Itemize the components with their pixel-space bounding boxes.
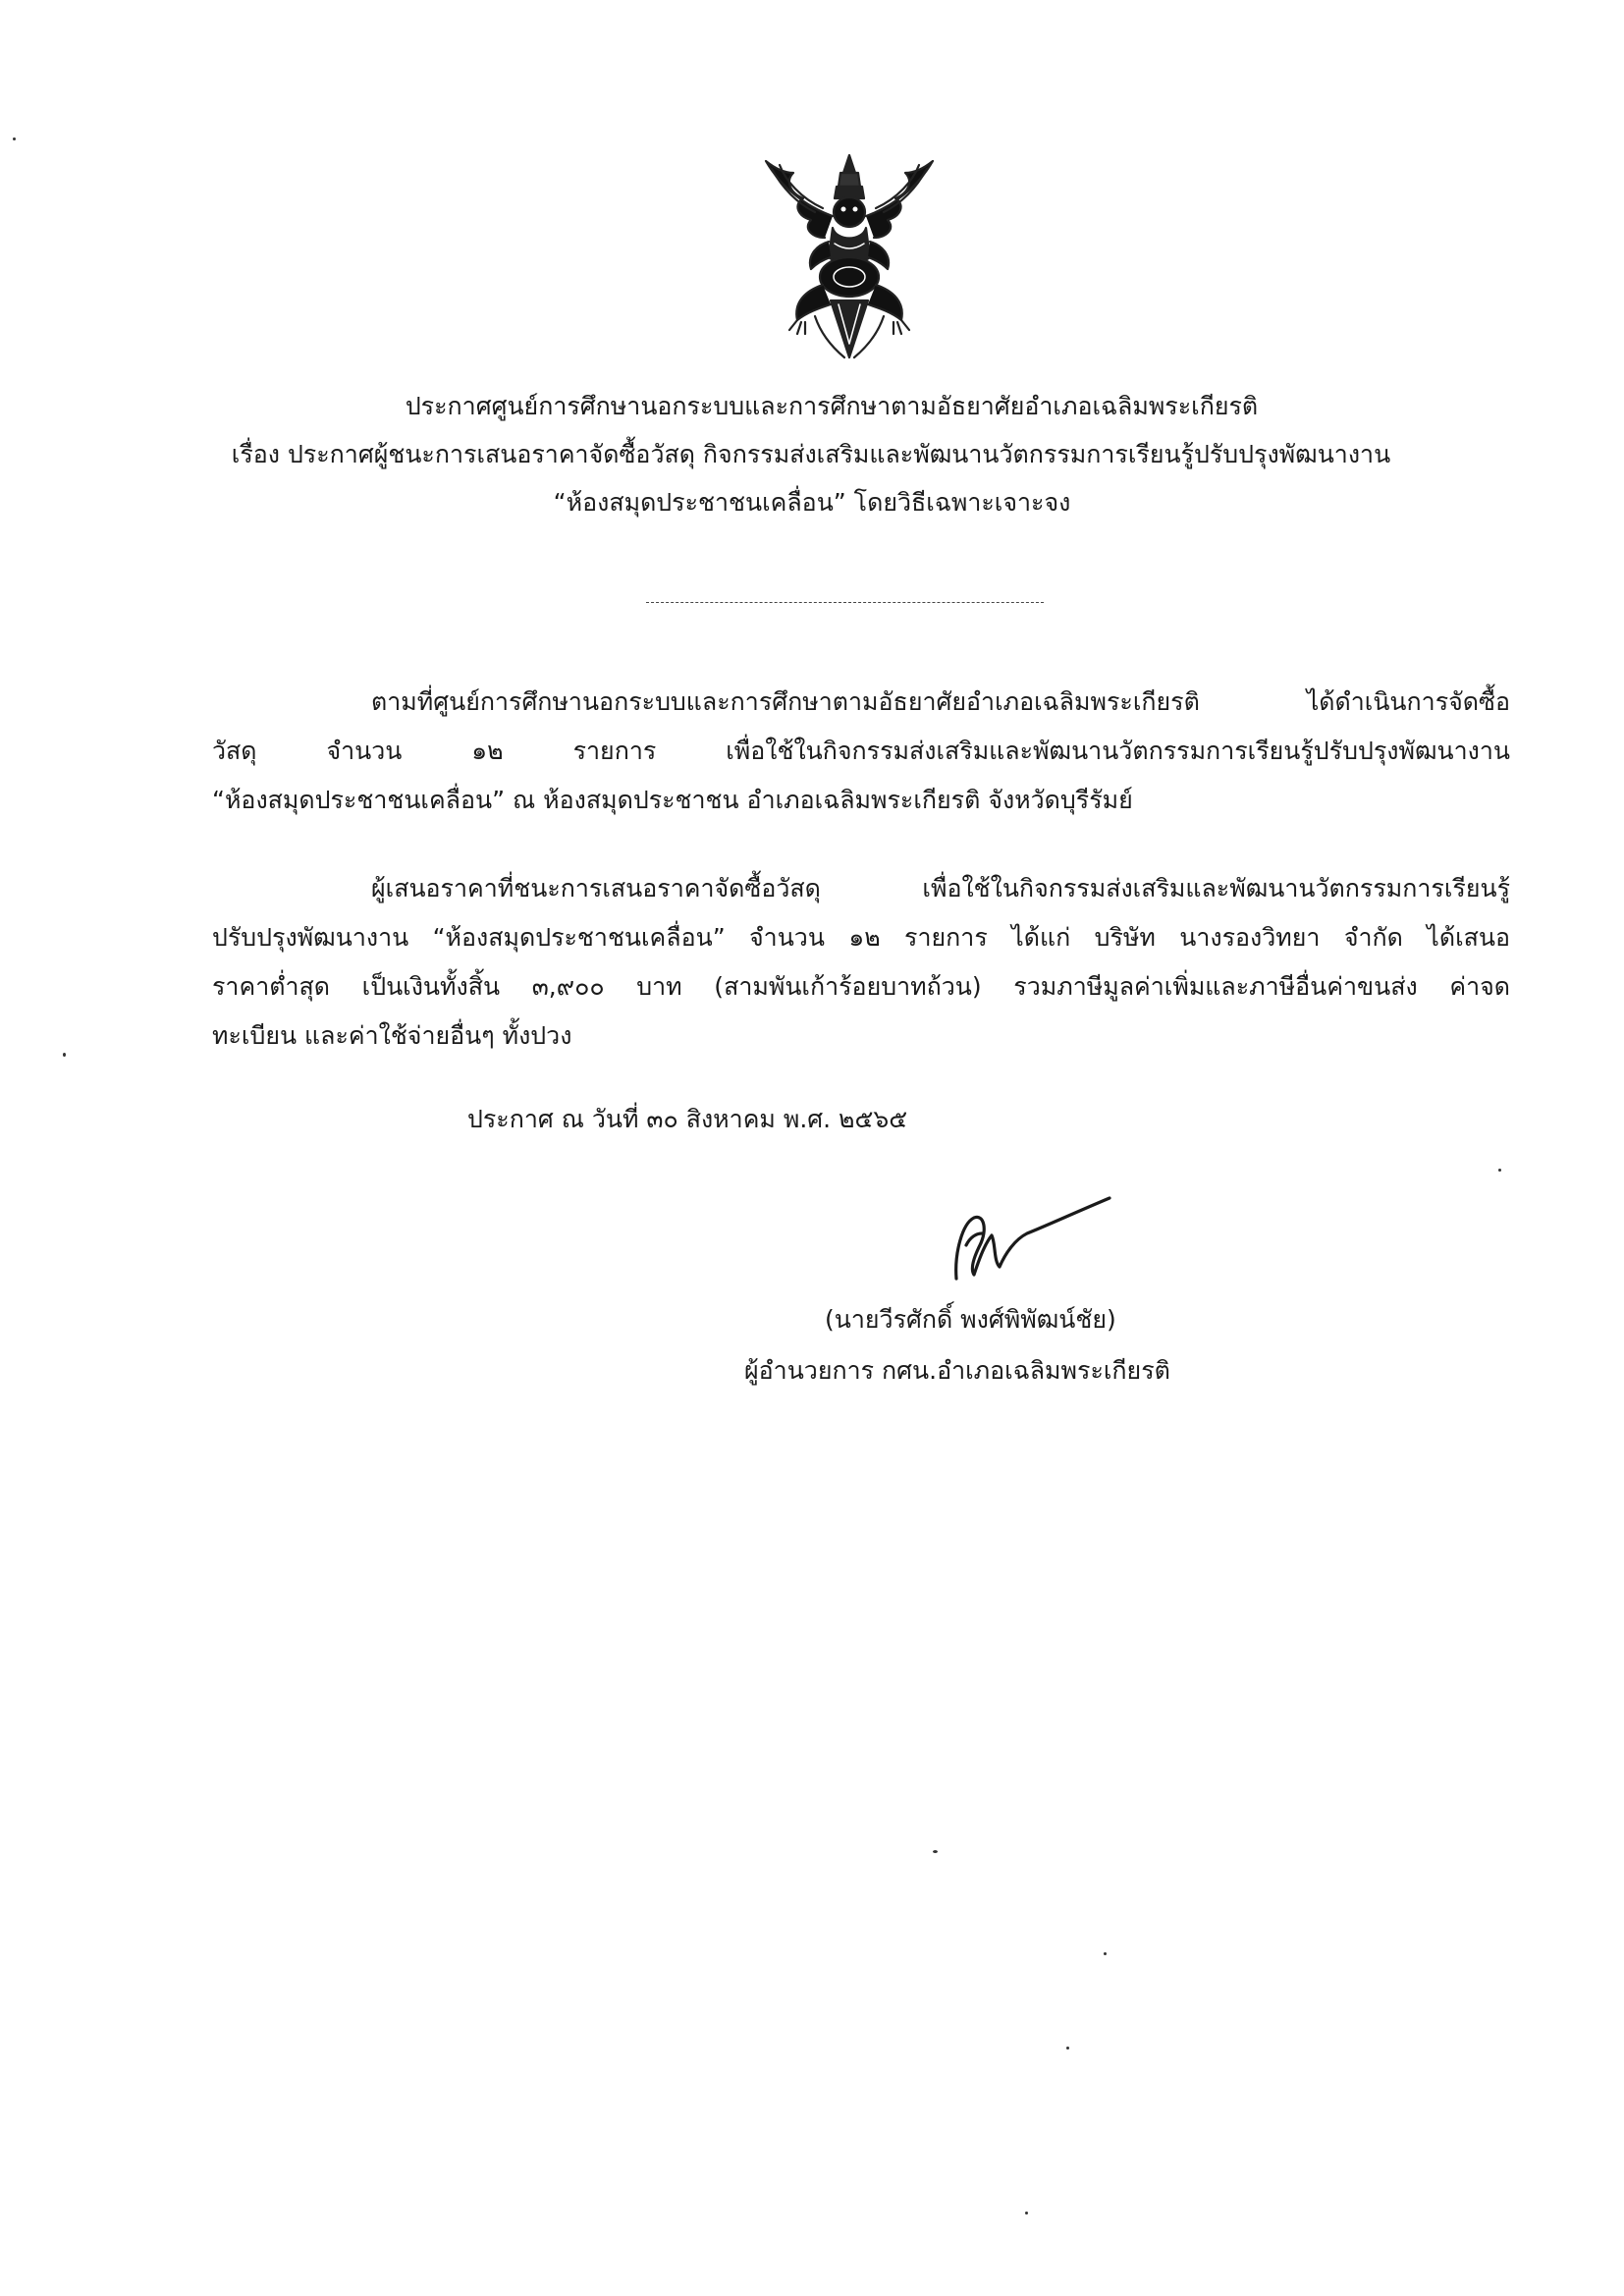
- paragraph-line: ตามที่ศูนย์การศึกษานอกระบบและการศึกษาตามอัธยาศัยอำเภอเฉลิมพระเกียรติ ได้ดำเนินการจัดซื้อ: [371, 687, 1510, 716]
- scan-speck: [933, 1850, 938, 1853]
- body-paragraph-1: [212, 678, 1510, 825]
- scan-speck: [1104, 1952, 1107, 1955]
- signer-name: (นายวีรศักดิ์ พงศ์พิพัฒน์ชัย): [825, 1305, 1116, 1334]
- body-paragraph-2: [212, 864, 1510, 1061]
- paragraph-line: วัสดุ จำนวน ๑๒ รายการ เพื่อใช้ในกิจกรรมส่งเสริมและพัฒนานวัตกรรมการเรียนรู้ปรับปรุงพัฒนางาน: [212, 737, 1510, 765]
- announcement-subject-continued: “ห้องสมุดประชาชนเคลื่อน” โดยวิธีเฉพาะเจาะจง: [553, 488, 1071, 517]
- announcement-subject: เรื่อง ประกาศผู้ชนะการเสนอราคาจัดซื้อวัสดุ กิจกรรมส่งเสริมและพัฒนานวัตกรรมการเรียนรู้ปรับปรุงพัฒนางาน: [231, 440, 1391, 468]
- scan-speck: [13, 137, 16, 140]
- paragraph-line: ทะเบียน และค่าใช้จ่ายอื่นๆ ทั้งปวง: [212, 1021, 572, 1050]
- announcement-date: ประกาศ ณ วันที่ ๓๐ สิงหาคม พ.ศ. ๒๕๖๕: [467, 1105, 908, 1133]
- paragraph-line: ผู้เสนอราคาที่ชนะการเสนอราคาจัดซื้อวัสดุ เพื่อใช้ในกิจกรรมส่งเสริมและพัฒนานวัตกรรมการเรียนรู้: [371, 874, 1510, 902]
- scan-speck: [1498, 1169, 1501, 1172]
- paragraph-line: ปรับปรุงพัฒนางาน “ห้องสมุดประชาชนเคลื่อน” จำนวน ๑๒ รายการ ได้แก่ บริษัท นางรองวิทยา จำกัด ได้เสนอ: [212, 923, 1510, 952]
- signer-title: ผู้อำนวยการ กศน.อำเภอเฉลิมพระเกียรติ: [744, 1356, 1170, 1385]
- scan-speck: [1066, 2047, 1069, 2050]
- paragraph-line: ราคาต่ำสุด เป็นเงินทั้งสิ้น ๓,๙๐๐ บาท (สามพันเก้าร้อยบาทถ้วน) รวมภาษีมูลค่าเพิ่มและภาษีอื่นค่าขนส่ง ค่าจด: [212, 972, 1510, 1001]
- paragraph-line: “ห้องสมุดประชาชนเคลื่อน” ณ ห้องสมุดประชาชน อำเภอเฉลิมพระเกียรติ จังหวัดบุรีรัมย์: [212, 786, 1133, 814]
- announcement-title: ประกาศศูนย์การศึกษานอกระบบและการศึกษาตามอัธยาศัยอำเภอเฉลิมพระเกียรติ: [405, 392, 1259, 420]
- scan-speck: [1025, 2212, 1028, 2214]
- garuda-emblem: [746, 147, 952, 373]
- signature-image: [945, 1184, 1121, 1292]
- heading-divider: [646, 602, 1044, 603]
- scan-speck: [63, 1053, 66, 1057]
